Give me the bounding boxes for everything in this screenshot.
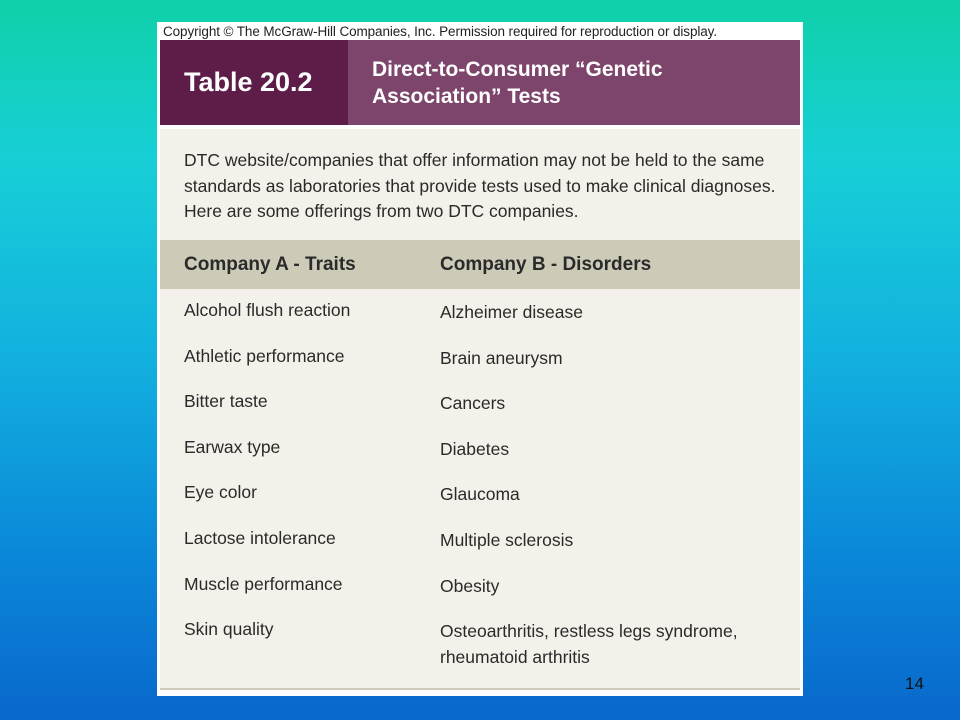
disorder-cell: Multiple sclerosis <box>440 529 574 550</box>
table-bottom-rule <box>160 688 800 690</box>
table-20-2 <box>160 40 800 690</box>
disorder-cell: Osteoarthritis, restless legs syndrome, rheumatoid arthritis <box>440 621 738 667</box>
table-row <box>160 300 800 346</box>
header-divider <box>160 125 800 129</box>
slide-content <box>157 22 803 696</box>
table-row <box>160 528 800 574</box>
table-number: Table 20.2 <box>160 40 348 125</box>
disorder-cell: Brain aneurysm <box>440 347 563 368</box>
table-intro-text: DTC website/companies that offer information may not be held to the same standards as laboratories that provide tests used to make clinical diagnoses. Here are some offerings from two DTC companies. <box>184 150 776 221</box>
disorder-cell: Obesity <box>440 575 500 596</box>
table-title <box>372 56 772 110</box>
trait-cell: Eye color <box>184 482 257 503</box>
copyright-notice: Copyright © The McGraw-Hill Companies, Inc. Permission required for reproduction or display. <box>163 24 717 39</box>
disorder-cell: Alzheimer disease <box>440 302 583 322</box>
table-title-line-2: Association” Tests <box>372 85 561 108</box>
table-row <box>160 482 800 528</box>
table-row <box>160 391 800 437</box>
column-header-company-a: Company A - Traits <box>184 254 356 275</box>
slide-number: 14 <box>905 674 924 693</box>
table-title-line-1: Direct-to-Consumer “Genetic <box>372 58 663 81</box>
column-header-row <box>160 240 800 289</box>
disorder-cell: Cancers <box>440 393 506 414</box>
trait-cell: Muscle performance <box>184 573 343 594</box>
table-row <box>160 437 800 483</box>
table-body <box>160 300 800 665</box>
trait-cell: Athletic performance <box>184 345 345 366</box>
column-header-company-b: Company B - Disorders <box>440 254 652 275</box>
trait-cell: Skin quality <box>184 619 274 640</box>
trait-cell: Bitter taste <box>184 391 268 412</box>
trait-cell: Alcohol flush reaction <box>184 300 351 320</box>
disorder-cell: Diabetes <box>440 438 510 459</box>
disorder-cell: Glaucoma <box>440 484 520 505</box>
table-header <box>160 40 800 125</box>
trait-cell: Earwax type <box>184 436 281 457</box>
table-row <box>160 574 800 620</box>
table-row <box>160 346 800 392</box>
trait-cell: Lactose intolerance <box>184 527 336 548</box>
table-row <box>160 619 800 665</box>
